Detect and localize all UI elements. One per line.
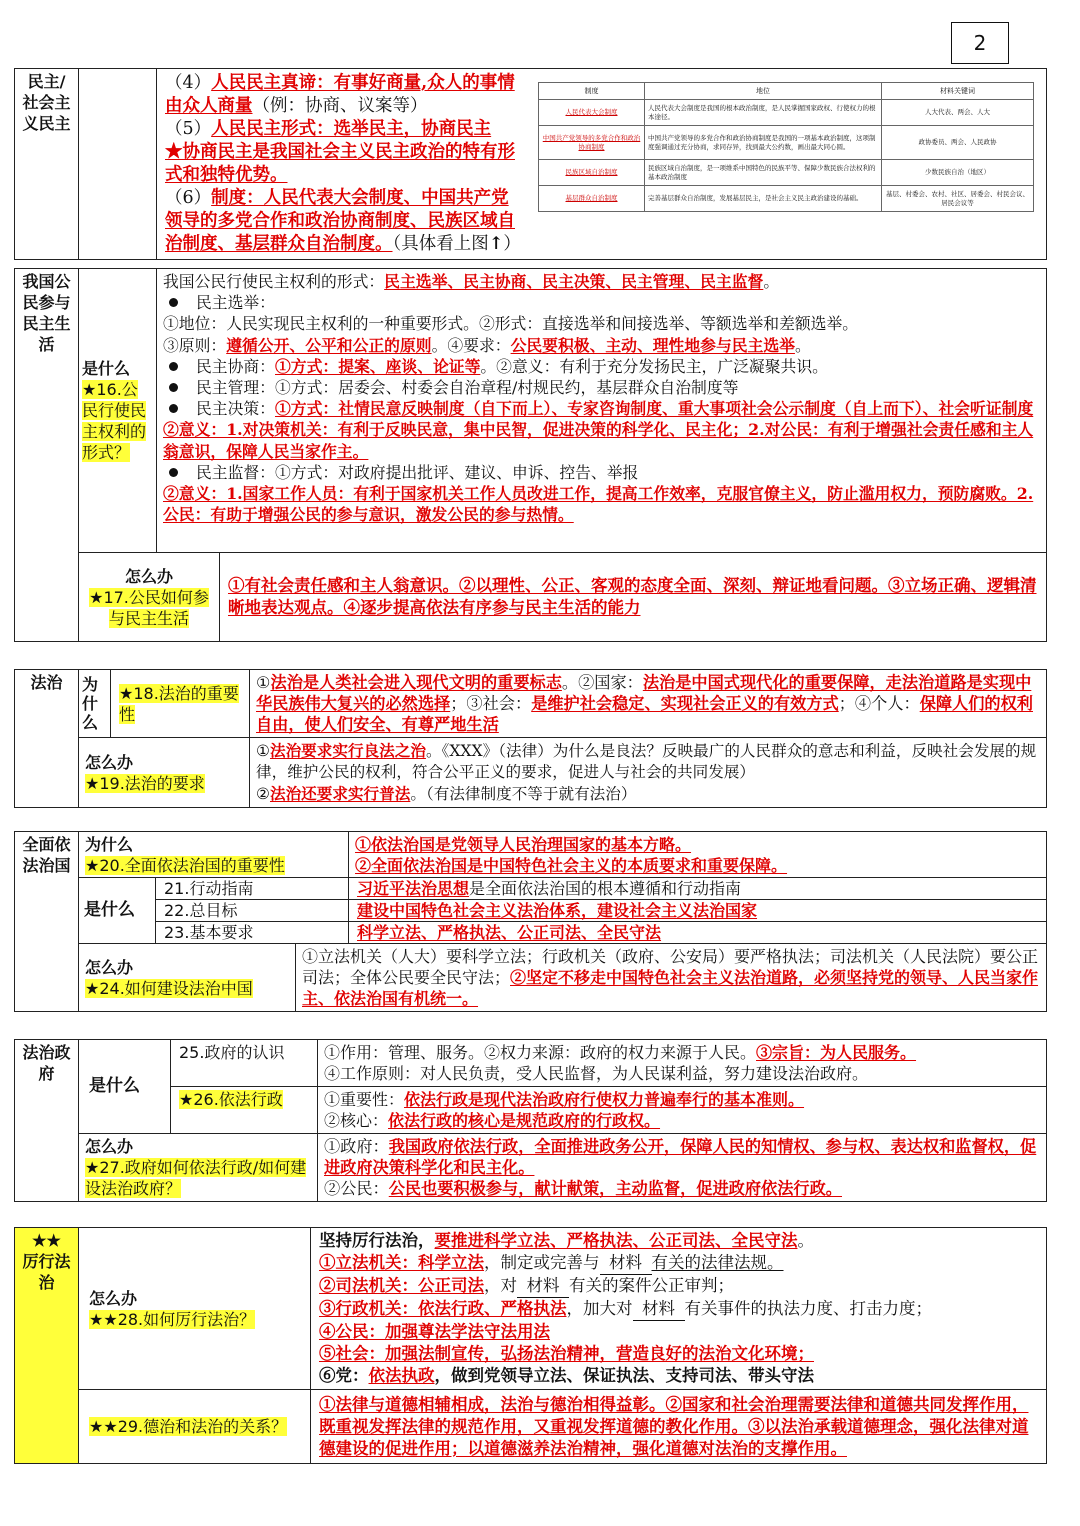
text-red: 法治还要求实行普法	[269, 784, 411, 803]
text: 。④要求：	[431, 335, 511, 355]
text-red: 加强法制宣传，弘扬法治精神，营造良好的法治文化环境；	[385, 1344, 814, 1363]
up-arrow-icon: ↑	[488, 234, 504, 254]
blank-material: 材料	[517, 1275, 569, 1298]
text-red: 习近平法治思想	[357, 879, 470, 898]
text: 。②意义：有利于充分发扬民主，广泛凝聚共识。	[480, 356, 828, 376]
text-red: ②全面依法治国是中国特色社会主义的本质要求和重要保障。	[355, 855, 788, 875]
question-label: 怎么办	[85, 1137, 134, 1156]
answer-cell	[318, 1087, 1047, 1134]
mini-cell: 民族区域自治制度	[539, 160, 645, 186]
question-label: 怎么办	[85, 957, 134, 977]
question-cell	[79, 553, 220, 642]
question-cell	[79, 1390, 311, 1464]
mini-cell: 基层、村委会、农村、社区、居委会、村民会议、居民会议等	[882, 186, 1034, 212]
text: ②核心：	[324, 1111, 389, 1130]
text: ①	[256, 673, 271, 692]
text-red: ⑤社会：	[319, 1344, 385, 1363]
question-cell	[79, 944, 296, 1012]
text: 。②国家：	[561, 673, 643, 692]
text-red: ③行政机关：依法行政、严格执法	[319, 1299, 567, 1318]
text: ；④个人：	[838, 694, 920, 713]
sub-question: 25.政府的认识	[171, 1040, 318, 1087]
text: 我国公民行使民主权利的形式：	[163, 272, 385, 291]
mini-cell: 中国共产党领导的多党合作和政治协商制度是我国的一项基本政治制度，这项制度强调通过充分协商，求同存异，找到最大公约数，画出最大同心圆。	[645, 126, 882, 160]
text-red: ①有社会责任感和主人翁意识。②以理性、公正、客观的态度全面、深刻、辩证地看问题。③立场正确、逻辑清晰地表达观点。④逐步提高依法有序参与民主生活的能力	[228, 576, 1037, 617]
topic-cell	[15, 269, 79, 642]
answer-cell	[220, 553, 1047, 642]
text: ①作用：管理、服务。②权力来源：政府的权力来源于人民。	[324, 1043, 757, 1062]
empty-cell	[79, 69, 157, 260]
section-practice-rule-of-law	[14, 1227, 1047, 1464]
question-title: ★20.全面依法治国的重要性	[85, 855, 285, 875]
item-number: （4）	[165, 73, 212, 93]
text-red: ③宗旨：为人民服务。	[756, 1043, 917, 1062]
question-cell	[79, 1134, 318, 1202]
text: 民主监督：①方式：对政府提出批评、建议、申诉、控告、举报	[196, 462, 639, 482]
topic-label: 厉行法治	[22, 1252, 71, 1292]
mini-cell: 民族区域自治制度，是一项维系中国特色的民族平等、保障少数民族合法权利的基本政治制度	[645, 160, 882, 186]
item-number: （5）	[165, 119, 212, 139]
mini-header: 制度	[539, 83, 645, 100]
text: ①重要性：	[324, 1090, 405, 1109]
question-title: ★17.公民如何参与民主生活	[89, 587, 209, 628]
text-red: 依法行政是现代法治政府行使权力普遍奉行的基本准则。	[404, 1090, 805, 1109]
question-label: 是什么	[79, 878, 156, 944]
page-number-box	[951, 22, 1009, 64]
question-label: 是什么	[82, 359, 131, 378]
question-label: 怎么办	[124, 566, 173, 586]
mini-cell: 少数民族自治（地区）	[882, 160, 1034, 186]
bullet-icon	[169, 383, 178, 392]
mini-cell: 人民代表大会制度	[539, 100, 645, 126]
text-red: ②意义：1.国家工作人员：有利于国家机关工作人员改进工作，提高工作效率，克服官僚主义，防止滥用权力，预防腐败。2.公民：有助于增强公民的参与意识，激发公民的参与热情。	[163, 484, 1034, 525]
text: ②公民：	[324, 1179, 389, 1198]
question-label: 怎么办	[85, 752, 134, 772]
text-red: 民主选举、民主协商、民主决策、民主管理、民主监督	[384, 272, 764, 291]
text-red: ②司法机关：公正司法	[319, 1276, 484, 1295]
mini-cell: 基层群众自治制度	[539, 186, 645, 212]
question-title: ★★28.如何厉行法治？	[89, 1309, 256, 1329]
text: ①立法机关（人大）要科学立法；行政机关（政府、公安局）要严格执法；司法机关（人民法院）要公正司法；全体公民要全民守法；	[302, 947, 1039, 987]
text-red: 人民民主形式：选举民主，协商民主	[211, 119, 492, 139]
text: ①地位：人民实现民主权利的一种重要形式。②形式：直接选举和间接选举、等额选举和差额选举。	[163, 314, 859, 334]
text-red: 遵循公开、公平和公正的原则	[226, 335, 432, 355]
star-icon: ★★	[32, 1231, 61, 1250]
mini-cell: 完善基层群众自治制度，发展基层民主，是社会主义民主政治建设的基础。	[645, 186, 882, 212]
bullet-icon	[169, 468, 178, 477]
text: ，做到党领导立法、保证执法、支持司法、带头守法	[434, 1366, 814, 1385]
text: ；③社会：	[450, 694, 532, 713]
section-comprehensive-rule-of-law	[14, 831, 1047, 1012]
topic-label: 全面依法治国	[22, 835, 71, 875]
text: 民主管理：①方式：居委会、村委会自治章程/村规民约，基层群众自治制度等	[196, 378, 739, 398]
text: 有关的案件公正审判；	[569, 1276, 734, 1295]
text-red: 法治是人类社会进入现代文明的重要标志	[270, 673, 562, 692]
topic-label: 法治	[30, 673, 63, 692]
text-red: 依法行政的核心是规范政府的行政权。	[388, 1111, 661, 1130]
answer-cell	[349, 832, 1047, 878]
topic-label: 我国公民参与民主生活	[22, 272, 71, 354]
topic-cell	[15, 832, 79, 1012]
text-red: 我国政府依法行政，全面推进政务公开，保障人民的知情权、参与权、表达权和监督权，促进政府决策科学化和民主化。	[324, 1137, 1037, 1177]
question-label: 为什么	[85, 834, 134, 854]
answer-cell	[296, 944, 1047, 1012]
text: ⑥党：	[319, 1366, 369, 1385]
mini-cell: 人大代表、两会、人大	[882, 100, 1034, 126]
question-cell	[79, 269, 157, 553]
text: 。	[797, 1231, 814, 1250]
sub-question: ★26.依法行政	[179, 1090, 283, 1109]
text: 民主选举：	[196, 293, 275, 313]
topic-label: 民主/社会主义民主	[22, 72, 71, 133]
text: 民主决策：	[196, 399, 275, 419]
text: ④工作原则：对人民负责，受人民监督，为人民谋利益，努力建设法治政府。	[324, 1064, 869, 1083]
answer-cell	[318, 1040, 1047, 1087]
text: ，对	[484, 1276, 517, 1295]
sub-question: 21.行动指南	[156, 878, 349, 900]
section-citizen-democratic-life	[14, 268, 1047, 642]
text-red: ①法律与道德相辅相成，法治与德治相得益彰。②国家和社会治理需要法律和道德共同发挥作用，既重视发挥法律的规范作用，又重视发挥道德的教化作用。③以法治承载道德理念，强化法律对道德建设的促进作用；以道德滋养法治精神，强化道德对法治的支撑作用。	[319, 1394, 1029, 1458]
bullet-icon	[169, 404, 178, 413]
bullet-icon	[169, 298, 178, 307]
text-red: 制度：人民代表大会制度、中国共产党领导的多党合作和政治协商制度、民族区域自治制度、基层群众自治制度。	[165, 188, 515, 254]
text-red: 公民也要积极参与，献计献策，主动监督，促进政府依法行政。	[388, 1179, 842, 1198]
answer-cell	[318, 1134, 1047, 1202]
text-red: 依法执政	[368, 1366, 435, 1385]
question-title: ★19.法治的要求	[85, 773, 205, 793]
sub-question-cell	[171, 1087, 318, 1134]
section-rule-of-law	[14, 669, 1047, 808]
topic-cell	[15, 69, 79, 260]
answer-cell	[311, 1390, 1047, 1464]
answer-cell	[349, 900, 1047, 922]
text-red: 人民民主真谛：有事好商量,众人的事情由众人商量	[165, 73, 515, 116]
question-cell	[79, 738, 250, 808]
topic-cell	[15, 1040, 79, 1202]
text-red: ②坚定不移走中国特色社会主义法治道路，必须坚持党的领导、人民当家作主、依法治国有机统一。	[302, 968, 1039, 1008]
sub-question: 23.基本要求	[156, 922, 349, 944]
text-red: ①依法治国是党领导人民治理国家的基本方略。	[355, 834, 692, 854]
blank-material: 材料	[633, 1298, 685, 1321]
answer-cell	[349, 878, 1047, 900]
text-red: 保障人们的权利自由，使人们安全、有尊严地生活	[256, 694, 1033, 734]
question-cell	[79, 1228, 311, 1390]
text-red: 是维护社会稳定、实现社会正义的有效方式	[531, 694, 839, 713]
section-law-based-government	[14, 1039, 1047, 1202]
question-title: ★★29.德治和法治的关系？	[89, 1417, 288, 1436]
mini-cell: 中国共产党领导的多党合作和政治协商制度	[539, 126, 645, 160]
text-red: ①立法机关：科学立法	[319, 1253, 484, 1272]
institution-mini-table	[538, 82, 1034, 212]
text: ③原则：	[163, 335, 227, 355]
answer-cell	[349, 922, 1047, 944]
answer-cell	[250, 670, 1047, 738]
question-label: 怎么办	[89, 1288, 138, 1308]
text-red: 要推进科学立法、严格执法、公正司法、全民守法	[434, 1231, 798, 1250]
content-cell	[157, 269, 1047, 553]
text: （具体看上图	[392, 234, 489, 254]
question-title: ★27.政府如何依法行政/如何建设法治政府？	[85, 1158, 307, 1198]
question-title: ★18.法治的重要性	[119, 683, 239, 724]
question-title: ★16.公民行使民主权利的形式？	[82, 380, 147, 462]
text: 民主协商：	[196, 356, 275, 376]
sub-question: 22.总目标	[156, 900, 349, 922]
text-red: 科学立法、严格执法、公正司法、全民守法	[357, 923, 662, 942]
topic-label: 法治政府	[22, 1043, 71, 1083]
text: 坚持厉行法治，	[319, 1231, 435, 1250]
blank-material: 材料	[600, 1252, 652, 1275]
text: 。	[763, 272, 780, 291]
bullet-icon	[169, 362, 178, 371]
text: ，加大对	[566, 1299, 633, 1318]
text: 。（有法律制度不等于就有法治）	[410, 785, 637, 803]
text: 。《XXX》（法律）为什么是良法？反映最广的人民群众的意志和利益，反映社会发展的规律，维护公民的权利，符合公平正义的要求，促进人与社会的共同发展）	[256, 742, 1037, 781]
text: 有关事件的执法力度、打击力度；	[684, 1299, 932, 1318]
text-red: 公民要积极、主动、理性地参与民主选举	[510, 335, 795, 355]
answer-cell	[311, 1228, 1047, 1390]
question-title: ★24.如何建设法治中国	[85, 978, 253, 998]
topic-cell	[15, 670, 79, 808]
text-red: ④公民：加强尊法学法守法用法	[319, 1322, 550, 1341]
text-red: 建设中国特色社会主义法治体系，建设社会主义法治国家	[357, 901, 758, 920]
mini-header: 地位	[645, 83, 882, 100]
text: ①	[256, 742, 270, 760]
text-red: ①方式：提案、座谈、论证等	[275, 356, 481, 376]
text: ①政府：	[324, 1137, 389, 1156]
topic-cell	[15, 1228, 79, 1464]
text: 是全面依法治国的根本遵循和行动指南	[469, 879, 742, 898]
question-label: 为什么	[79, 670, 111, 738]
text-red: 法治是中国式现代化的重要保障，走法治道路是实现中华民族伟大复兴的必然选择	[256, 673, 1032, 713]
question-cell	[111, 670, 250, 738]
text: ②	[256, 785, 270, 803]
text: ）	[503, 234, 521, 254]
question-label: 是什么	[79, 1040, 171, 1134]
text-red: ②意义：1.对决策机关：有利于反映民意，集中民智，促进决策的科学化、民主化；2.对公民：有利于增强社会责任感和主人翁意识，保障人民当家作主。	[163, 420, 1034, 461]
mini-header: 材料关键词	[882, 83, 1034, 100]
text-red: 法治要求实行良法之治	[269, 741, 426, 760]
page-number: 2	[973, 31, 987, 55]
text: ，制定或完善与	[484, 1253, 600, 1272]
mini-cell: 人民代表大会制度是我国的根本政治制度，是人民掌握国家政权、行使权力的根本途径。	[645, 100, 882, 126]
text: 。	[794, 335, 811, 355]
text-red: ①方式：社情民意反映制度（自下而上）、专家咨询制度、重大事项社会公示制度（自上而下）、社会听证制度	[275, 399, 1034, 419]
answer-cell	[250, 738, 1047, 808]
item-number: （6）	[165, 188, 212, 208]
question-cell	[79, 832, 349, 878]
text: 有关的法律法规。	[651, 1253, 784, 1272]
text: （例：协商、议案等）	[252, 96, 428, 116]
mini-cell: 政协委员、两会、人民政协	[882, 126, 1034, 160]
text-red: ★协商民主是我国社会主义民主政治的特有形式和独特优势。	[165, 142, 515, 185]
